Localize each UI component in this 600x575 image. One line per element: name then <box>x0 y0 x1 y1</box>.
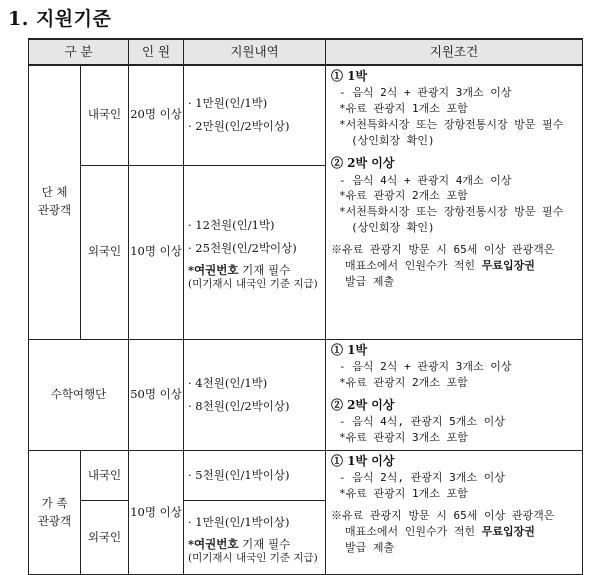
detail-line: · 12천원(인/1박) <box>188 217 275 232</box>
col-header-headcount: 인 원 <box>129 39 184 65</box>
table-row <box>29 451 583 501</box>
passport-bold: *여권번호 <box>188 262 239 277</box>
group-domestic-headcount: 20명 이상 <box>129 65 184 165</box>
header-row <box>29 39 583 65</box>
condition-line: - 음식 4식, 관광지 5개소 이상 <box>339 415 505 429</box>
note-text: 매표소에서 인원수가 적힌 <box>345 525 482 539</box>
detail-line: · 2만원(인/2박이상) <box>188 119 290 134</box>
passport-note: (미기재시 내국인 기준 지급) <box>188 277 318 290</box>
support-criteria-table <box>28 38 583 575</box>
condition-note: 발급 제출 <box>345 541 395 555</box>
col-header-details: 지원내역 <box>184 39 326 65</box>
condition-line: *유료 관광지 2개소 포함 <box>339 375 468 389</box>
group-foreign-headcount: 10명 이상 <box>129 165 184 339</box>
note-bold-text: 무료입장권 <box>481 525 535 539</box>
school-trip-details <box>184 339 326 451</box>
family-foreign-details <box>184 501 326 575</box>
condition-heading: ① 1박 <box>331 342 368 357</box>
group-conditions <box>326 65 583 339</box>
passport-requirement <box>188 264 325 290</box>
note-bold-text: 무료입장권 <box>481 259 535 273</box>
condition-line: *유료 관광지 1개소 포함 <box>339 487 468 501</box>
detail-line: · 1만원(인/1박이상) <box>188 514 290 529</box>
condition-line: *서천특화시장 또는 장항전통시장 방문 필수 <box>339 118 564 132</box>
condition-line: *서천특화시장 또는 장항전통시장 방문 필수 <box>339 205 564 219</box>
condition-line: (상인회장 확인) <box>351 221 435 235</box>
group-foreign-label: 외국인 <box>81 165 129 339</box>
condition-note <box>331 258 578 274</box>
condition-heading: ① 1박 <box>331 69 368 83</box>
detail-line: · 25천원(인/2박이상) <box>188 240 297 255</box>
condition-note <box>331 524 578 540</box>
condition-line: - 음식 2식 + 관광지 3개소 이상 <box>339 359 512 373</box>
condition-heading: ② 2박 이상 <box>331 156 395 171</box>
group-label-line1: 단 체 <box>41 185 68 200</box>
family-label-line1: 가 족 <box>41 495 68 510</box>
condition-line: (상인회장 확인) <box>351 134 435 148</box>
family-headcount: 10명 이상 <box>129 451 184 575</box>
school-trip-headcount: 50명 이상 <box>129 339 184 451</box>
family-foreign-label: 외국인 <box>81 501 129 575</box>
family-domestic-label: 내국인 <box>81 451 129 501</box>
school-trip-conditions <box>326 339 583 451</box>
passport-bold: *여권번호 <box>188 536 239 551</box>
condition-note: ※유료 관광지 방문 시 65세 이상 관광객은 <box>331 243 555 257</box>
passport-note: (미기재시 내국인 기준 지급) <box>188 551 318 564</box>
condition-line: *유료 관광지 1개소 포함 <box>339 102 468 116</box>
family-label-line2: 관광객 <box>37 513 72 528</box>
group-domestic-details <box>184 65 326 165</box>
condition-line: - 음식 2식, 관광지 3개소 이상 <box>339 471 505 485</box>
school-trip-label: 수학여행단 <box>29 339 129 451</box>
group-tourist-label <box>29 65 81 339</box>
condition-note: ※유료 관광지 방문 시 65세 이상 관광객은 <box>331 509 555 523</box>
detail-line: · 8천원(인/2박이상) <box>188 398 290 413</box>
group-foreign-details <box>184 165 326 339</box>
passport-requirement <box>188 538 325 564</box>
section-title: 1. 지원기준 <box>8 8 112 30</box>
condition-heading: ① 1박 이상 <box>331 454 395 469</box>
condition-line: - 음식 4식 + 관광지 4개소 이상 <box>339 173 512 187</box>
condition-heading: ② 2박 이상 <box>331 397 395 412</box>
passport-text: 기재 필수 <box>238 536 291 551</box>
table-row <box>29 339 583 451</box>
col-header-category: 구 분 <box>29 39 129 65</box>
passport-text: 기재 필수 <box>238 262 291 277</box>
family-domestic-details <box>184 451 326 501</box>
detail-line: · 1만원(인/1박) <box>188 96 268 111</box>
col-header-conditions: 지원조건 <box>326 39 583 65</box>
detail-line: · 4천원(인/1박) <box>188 375 268 390</box>
condition-line: *유료 관광지 3개소 포함 <box>339 431 468 445</box>
condition-line: *유료 관광지 2개소 포함 <box>339 189 468 203</box>
condition-note: 발급 제출 <box>345 275 395 289</box>
note-text: 매표소에서 인원수가 적힌 <box>345 259 482 273</box>
table-row <box>29 65 583 165</box>
detail-line: · 5천원(인/1박이상) <box>188 468 290 483</box>
group-domestic-label: 내국인 <box>81 65 129 165</box>
condition-line: - 음식 2식 + 관광지 3개소 이상 <box>339 86 512 100</box>
group-label-line2: 관광객 <box>37 203 72 218</box>
